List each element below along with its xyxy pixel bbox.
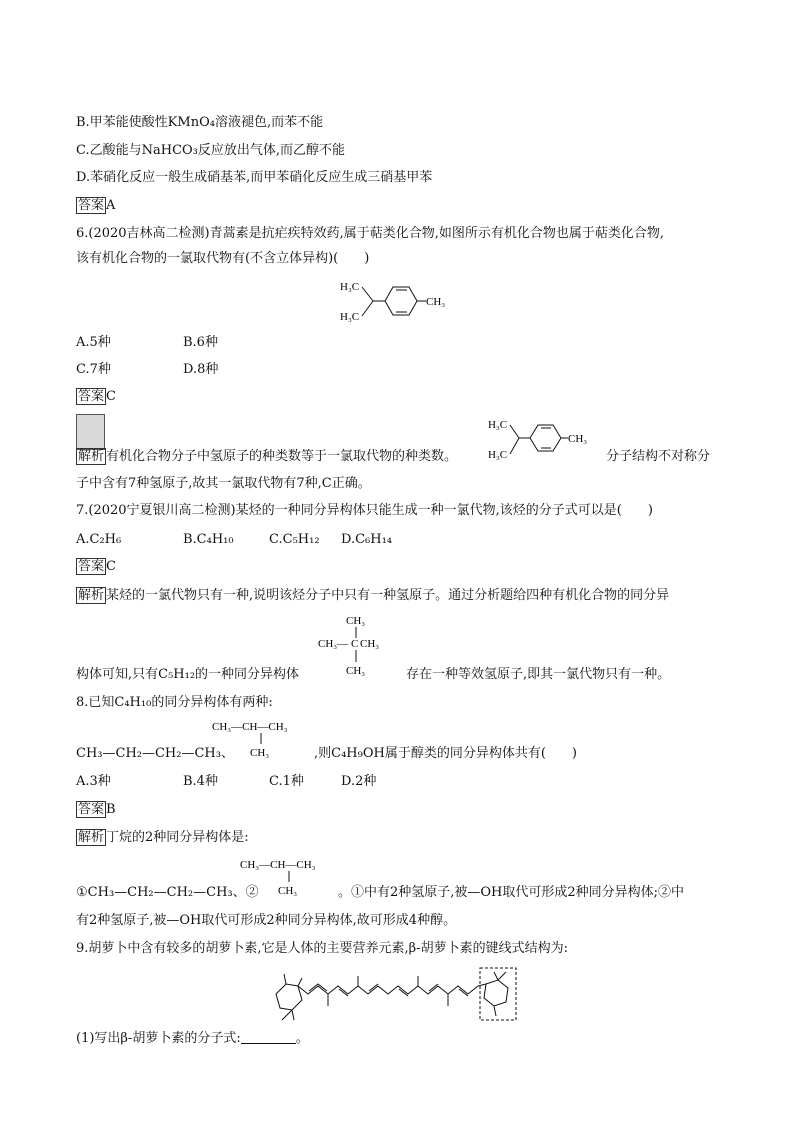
label-c-center: C (351, 638, 359, 650)
q6-options-row2 (76, 361, 219, 379)
q6-option-a: A.5种 (76, 335, 111, 350)
q6-option-c: C.7种 (76, 362, 111, 377)
q6-option-b: B.6种 (183, 335, 218, 350)
q9-sub1-end: 。 (295, 1031, 309, 1046)
q5-answer-row (76, 197, 115, 215)
q8-analysis-line3: 有2种氢原子,被—OH取代可形成2种同分异构体,故可形成4种醇。 (76, 913, 457, 928)
label-ch3-bottom: CH₃ (346, 665, 366, 677)
answer-label: 答案 (78, 559, 105, 574)
answer-label: 答案 (78, 389, 105, 404)
q7-option-c: C.C₅H₁₂ (269, 532, 320, 547)
q8-options-row (76, 773, 377, 791)
q6-analysis-text1: 有机化合物分子中氢原子的种类数等于一氯取代物的种类数。 (106, 449, 458, 464)
label-h3c-bottom: H₃C (340, 311, 360, 323)
q8-answer-row (76, 801, 116, 819)
q7-analysis-line2b: 存在一种等效氢原子,即其一氯代物只有一种。 (406, 667, 671, 682)
q7-analysis-line2a: 构体可知,只有C₅H₁₂的一种同分异构体 (76, 667, 300, 682)
analysis-label: 解析 (78, 449, 105, 464)
placeholder-box (76, 414, 105, 450)
q6-answer-row (76, 388, 116, 406)
q5-option-d: D.苯硝化反应一般生成硝基苯,而甲苯硝化反应生成三硝基甲苯 (76, 170, 433, 185)
q7-analysis-line1 (76, 587, 669, 605)
q8-option-a: A.3种 (76, 774, 111, 789)
q6-option-d: D.8种 (183, 362, 219, 377)
q7-option-d: D.C₆H₁₄ (341, 532, 393, 547)
q7-option-b: B.C₄H₁₀ (183, 532, 234, 547)
q7-option-a: A.C₂H₆ (76, 532, 122, 547)
q7-analysis-text1: 某烃的一氯代物只有一种,说明该烃分子中只有一种氢原子。通过分析题给四种有机化合物的同分异 (106, 588, 670, 603)
q8-option-b: B.4种 (183, 774, 218, 789)
analysis-label: 解析 (78, 830, 105, 845)
answer-label: 答案 (78, 802, 105, 817)
label-ch3-branch: CH₃ (250, 747, 270, 759)
q6-analysis-structure (488, 414, 606, 464)
answer-value: B (106, 802, 116, 817)
q6-structure-diagram (340, 276, 470, 326)
answer-label: 答案 (78, 198, 105, 213)
answer-value: A (106, 198, 116, 213)
answer-value: C (106, 389, 116, 404)
analysis-label: 解析 (78, 588, 105, 603)
q6-stem-line2: 该有机化合物的一氯取代物有(不含立体异构)( ) (76, 251, 370, 266)
label-ch3-top: CH₃ (346, 615, 366, 627)
q6-analysis-line1 (76, 448, 457, 466)
q7-stem: 7.(2020宁夏银川高二检测)某烃的一种同分异构体只能生成一种一氯代物,该烃的分子式可以是( ) (76, 503, 653, 518)
label-h3c-top: H₃C (488, 419, 508, 431)
q7-options-row (76, 531, 393, 549)
q8-option-c: C.1种 (269, 774, 304, 789)
q8-analysis-line1 (76, 829, 249, 847)
q8-analysis-line2b: 。①中有2种氢原子,被—OH取代可形成2种同分异构体;②中 (338, 885, 685, 900)
q8-stem1: 8.已知C₄H₁₀的同分异构体有两种: (76, 695, 273, 710)
label-h3c-top: H₃C (340, 281, 360, 293)
q5-option-c: C.乙酸能与NaHCO₃反应放出气体,而乙醇不能 (76, 143, 346, 158)
label-h3c-bottom: H₃C (488, 449, 508, 461)
label-ch3-right: CH₃ (360, 638, 380, 650)
neopentane-structure (318, 612, 408, 682)
q9-sub1 (76, 1030, 309, 1048)
beta-carotene-structure (268, 964, 524, 1026)
label-ch3-right: CH₃ (426, 296, 446, 308)
q7-answer-row (76, 558, 116, 576)
q6-options-row1 (76, 334, 218, 352)
q8-analysis-line2a: ①CH₃—CH₂—CH₂—CH₃、② (76, 885, 259, 900)
q8-stem2: ,则C₄H₉OH属于醇类的同分异构体共有( ) (314, 746, 577, 761)
q8-analysis-text1: 丁烷的2种同分异构体是: (106, 830, 249, 845)
answer-blank[interactable] (241, 1031, 296, 1044)
answer-value: C (106, 559, 116, 574)
label-ch3-right: CH₃ (568, 433, 588, 445)
q9-stem: 9.胡萝卜中含有较多的胡萝卜素,它是人体的主要营养元素,β-胡萝卜素的键线式结构为: (76, 941, 568, 956)
q6-analysis-text1b: 分子结构不对称分 (606, 449, 711, 464)
q6-stem-line1: 6.(2020吉林高二检测)青蒿素是抗疟疾特效药,属于萜类化合物,如图所示有机化合物也属于萜类化合物, (76, 226, 665, 241)
label-ch3-left: CH₃— (318, 638, 349, 650)
q8-option-d: D.2种 (341, 774, 377, 789)
label-isobutane-chain: CH₃—CH—CH₃ (240, 859, 316, 871)
q9-sub1-text: (1)写出β-胡萝卜素的分子式: (76, 1031, 241, 1046)
q8-chain: CH₃—CH₂—CH₂—CH₃、 (76, 746, 234, 761)
q5-option-b: B.甲苯能使酸性KMnO₄溶液褪色,而苯不能 (76, 115, 324, 130)
label-isobutane-chain: CH₃—CH—CH₃ (212, 721, 288, 733)
label-ch3-branch: CH₃ (278, 885, 298, 897)
q6-analysis-line2: 子中含有7种氢原子,故其一氯取代物有7种,C正确。 (76, 476, 371, 491)
